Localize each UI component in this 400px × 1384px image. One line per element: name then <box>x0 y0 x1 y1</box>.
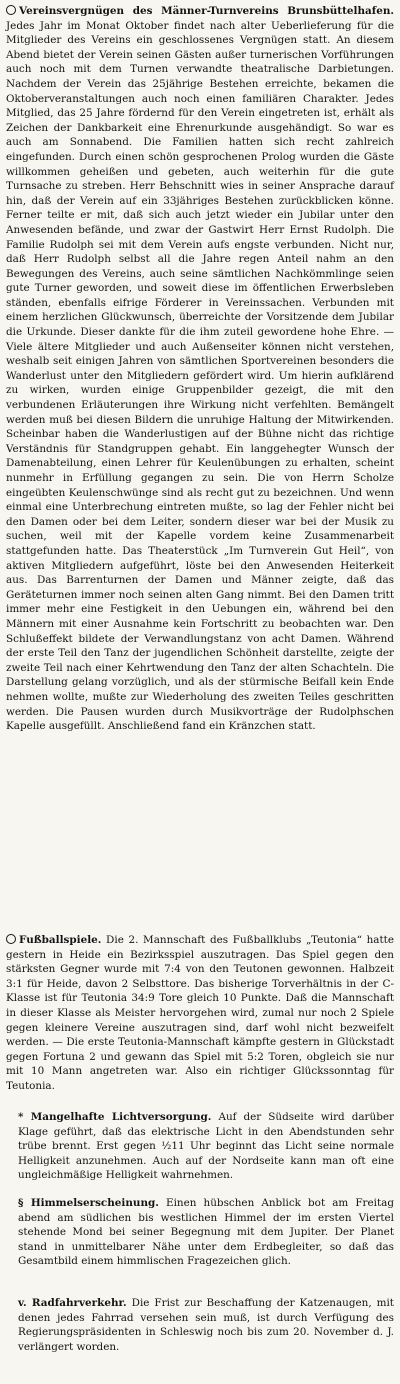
article-turnverein <box>6 4 394 734</box>
article-body: Einen hübschen Anblick bot am Freitag abend am südlichen bis westlichen Himmel der im ersten Viertel stehende Mond bei seiner Begegnung mit dem Jupiter. Der Planet stand in unmittelbarer Nähe unter dem Erdbegleiter, so daß das Gesamtbild einem himmlischen Fragezeichen glich. <box>18 1197 394 1268</box>
article-paragraph <box>6 933 394 1094</box>
article-headline: v. Radfahrverkehr. <box>18 1297 127 1309</box>
article-body: Jedes Jahr im Monat Oktober findet nach alter Ueberlieferung für die Mitglieder des Vereins ein geschlossenes Vergnügen statt. An diesem Abend bietet der Verein seinen Gästen außer turnerischen Vorführungen auch noch mit dem Turnen verwandte theatralische Darbietungen. Nachdem der Verein das 25jährige Bestehen erreichte, bekamen die Oktoberveranstaltungen auch noch einen familiären Charakter. Jedes Mitglied, das 25 Jahre fördernd für den Verein eingetreten ist, erhält als Zeichen der Dankbarkeit eine Ehrenurkunde ausgehändigt. So war es auch am Sonnabend. Die Familien hatten sich recht zahlreich eingefunden. Durch einen schön gesprochenen Prolog wurden die Gäste willkommen geheißen und gebeten, auch weiterhin für die gute Turnsache zu streben. Herr Behschnitt wies in seiner Ansprache darauf hin, daß der Verein auf ein 33jähriges Bestehen zurückblicken könne. Ferner teilte er mit, daß sich auch jetzt wieder ein Jubilar unter den Anwesenden befände, und zwar der Gastwirt Herr Ernst Rudolph. Die Familie Rudolph sei mit dem Verein aufs engste verbunden. Nicht nur, daß Herr Rudolph selbst all die Jahre regen Anteil nahm an den Bewegungen des Vereins, auch seine sämtlichen Nachkömmlinge seien gute Turner geworden, und soweit diese im öffentlichen Erwerbsleben ständen, ebenfalls eifrige Förderer in Vereinssachen. Verbunden mit einem herzlichen Glückwunsch, überreichte der Vorsitzende dem Jubilar die Urkunde. Dieser dankte für die ihm zuteil gewordene hohe Ehre. — Viele ältere Mitglieder und auch Außenseiter können nicht verstehen, weshalb seit einigen Jahren von sämtlichen Sportvereinen besonders die Wanderlust unter den Mitgliedern gefördert wird. Um hierin aufklärend zu wirken, wurden einige Gruppenbilder gezeigt, die mit den verbundenen Erläuterungen ihre Wirkung nicht verfehlten. Bemängelt werden muß bei diesen Bildern die unruhige Haltung der Mitwirkenden. Scheinbar haben die Wanderlustigen auf der Bühne nicht das richtige Verständnis für Standgruppen gehabt. Ein langgehegter Wunsch der Damenabteilung, einen Lehrer für Keulenübungen zu erhalten, scheint nunmehr in Erfüllung gegangen zu sein. Die von Herrn Scholze eingeübten Keulenschwünge sind als recht gut zu bezeichnen. Und wenn einmal eine Unterbrechung eintreten mußte, so lag der Fehler nicht bei den Damen oder bei dem Leiter, sondern dieser war bei der Musik zu suchen, weil mit der Kapelle vordem keine Zusammenarbeit stattgefunden hatte. Das Theaterstück „Im Turnverein Gut Heil“, von aktiven Mitgliedern aufgeführt, löste bei den Anwesenden Heiterkeit aus. Das Barrenturnen der Damen und Männer zeigte, daß das Geräteturnen immer noch seinen alten Gang nimmt. Bei den Damen tritt immer mehr eine Festigkeit in den Uebungen ein, während bei den Männern mit einer Ausnahme kein Fortschritt zu beobachten war. Den Schlußeffekt bildete der Verwandlungstanz von acht Damen. Während der erste Teil den Tanz der jugendlichen Schönheit darstellte, zeigte der zweite Teil nach einer Kehrtwendung den Tanz der alten Schachteln. Die Darstellung gelang vorzüglich, und als der stürmische Beifall kein Ende nehmen wollte, mußte zur Wiederholung des zweiten Teiles geschritten werden. Die Pausen wurden durch Musikvorträge der Rudolphschen Kapelle ausgefüllt. Anschließend fand ein Kränzchen statt. <box>6 19 394 733</box>
article-fussball <box>6 933 394 1094</box>
article-radfahrverkehr <box>6 1296 394 1354</box>
article-headline: Vereinsvergnügen des Männer-Turnvereins Brunsbüttelhafen. <box>19 5 394 17</box>
circle-bullet-icon <box>6 934 16 944</box>
article-body: Die 2. Mannschaft des Fußballklubs „Teutonia“ hatte gestern in Heide ein Bezirksspiel auszutragen. Das Spiel gegen den stärksten Gegner wurde mit 7:4 von den Teutonen gewonnen. Halbzeit 3:1 für Heide, davon 2 Selbsttore. Das bisherige Torverhältnis in der C-Klasse ist für Teutonia 34:9 Tore gleich 10 Punkte. Daß die Mannschaft in dieser Klasse als Meister hervorgehen wird, zumal nur noch 2 Spiele gegen kleinere Vereine auszutragen sind, darf wohl nicht bezweifelt werden. — Die erste Teutonia-Mannschaft kämpfte gestern in Glückstadt gegen Fortuna 2 und gewann das Spiel mit 5:2 Toren, obgleich sie nur mit 10 Mann angetreten war. Also ein richtiger Glückssonntag für Teutonia. <box>6 934 394 1092</box>
article-headline: Fußballspiele. <box>19 934 102 946</box>
article-paragraph <box>6 1296 394 1354</box>
article-lichtversorgung <box>6 1110 394 1183</box>
article-body: Auf der Südseite wird darüber Klage geführt, daß das elektrische Licht in den Abendstunden sehr trübe brennt. Erst gegen ½11 Uhr beginnt das Licht seine normale Helligkeit anzunehmen. Auch auf der Nordseite kann man oft eine ungleichmäßige Helligkeit wahrnehmen. <box>18 1111 394 1182</box>
article-himmelserscheinung <box>6 1196 394 1269</box>
circle-bullet-icon <box>6 5 16 15</box>
article-paragraph <box>6 1196 394 1269</box>
article-body: Die Frist zur Beschaffung der Katzenaugen, mit denen jedes Fahrrad versehen sein muß, ist durch Verfügung des Regierungspräsidenten in Schleswig noch bis zum 20. November d. J. verlängert worden. <box>18 1297 394 1353</box>
article-headline: * Mangelhafte Lichtversorgung. <box>18 1111 212 1123</box>
article-headline: § Himmelserscheinung. <box>18 1197 159 1209</box>
article-paragraph <box>6 4 394 734</box>
article-paragraph <box>6 1110 394 1183</box>
